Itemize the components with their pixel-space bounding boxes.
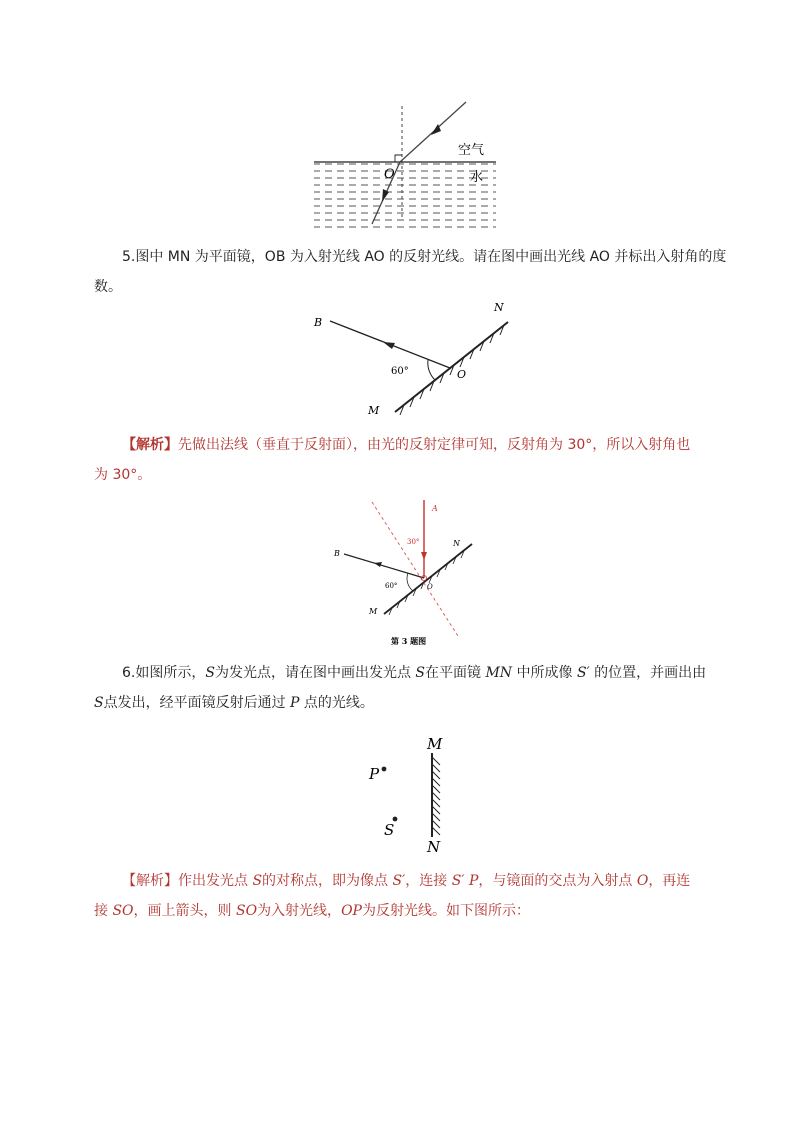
text: 6.如图所示， [122,665,206,681]
analysis-5-line-1 [94,430,704,460]
text: ，再连 [648,873,691,889]
label-water: 水 [470,170,484,185]
symbol-o: O [636,873,649,889]
label-b: B [334,549,340,558]
text: 为反射光线。如下图所示： [361,903,530,919]
question-6-line-2 [94,688,704,718]
mirror-hatching [432,757,440,835]
label-60: 60° [385,582,398,590]
text: ，画上箭头，则 [133,903,236,919]
text: 点的光线。 [299,695,374,711]
water-body [314,162,496,232]
label-30: 30° [407,538,420,546]
symbol-s-prime-p: S′ P [451,873,479,889]
label-n: N [494,301,504,314]
refraction-figure [300,98,510,238]
mirror-mn [384,544,472,614]
analysis-tag: 【解析】 [122,437,178,453]
label-s: S [384,821,395,839]
label-m: M [369,607,378,616]
question-5 [94,242,727,302]
label-a: A [432,504,438,513]
text: 作出发光点 [178,873,253,889]
text: 为入射光线， [257,903,342,919]
text: 中所成像 [512,665,577,681]
question-5-line-2: 数。 [94,279,122,295]
text: 的对称点，即为像点 [262,873,393,889]
symbol-s: S [205,665,215,681]
label-m: M [368,404,380,417]
question-6 [94,658,707,718]
point-p [382,767,387,772]
symbol-s-prime: S′ [576,665,590,681]
label-p: P [369,765,380,783]
figure-caption: 第 3 题图 [391,636,427,646]
label-o: O [427,583,433,591]
symbol-s: S [94,695,104,711]
text: 点发出，经平面镜反射后通过 [103,695,291,711]
symbol-so: SO [112,903,134,919]
symbol-p: P [290,695,300,711]
text: ，与镜面的交点为入射点 [478,873,637,889]
reflected-arrow [383,342,395,349]
analysis-6-line-1 [94,866,704,896]
symbol-mn: MN [485,665,513,681]
reflected-ray-ob [344,554,424,578]
text: 接 [94,903,113,919]
symbol-s: S [252,873,263,889]
label-b: B [314,316,323,329]
label-o: O [384,167,395,182]
analysis-tag: 【解析】 [122,873,178,889]
analysis-5 [94,430,704,490]
question-5-figure [300,298,520,420]
symbol-s-prime: S′ [392,873,406,889]
mirror-mn [395,322,508,412]
label-n: N [453,539,460,548]
question-6-figure [360,733,460,857]
text: 为发光点，请在图中画出发光点 [214,665,416,681]
angle-arc [407,573,413,591]
symbol-s: S [415,665,425,681]
text: 在平面镜 [425,665,486,681]
analysis-5-line-2: 为 30°。 [94,467,152,483]
label-m: M [427,735,443,753]
label-air: 空气 [458,143,485,158]
angle-arc [428,360,435,380]
analysis-6 [94,866,704,926]
symbol-op: OP [341,903,362,919]
analysis-5-text: 先做出法线（垂直于反射面），由光的反射定律可知，反射角为 30°，所以入射角也 [178,437,691,453]
label-angle: 60° [391,366,409,377]
label-n: N [427,838,441,856]
label-o: O [457,368,467,381]
question-5-line-1: 5.图中 MN 为平面镜，OB 为入射光线 AO 的反射光线。请在图中画出光线 AO 并标出入射角的度 [122,249,727,265]
analysis-6-line-2 [94,896,704,926]
text: 的位置，并画出由 [589,665,707,681]
incident-arrow [421,552,427,560]
question-6-line-1 [94,658,707,688]
answer-5-figure [322,494,482,652]
text: ，连接 [405,873,452,889]
symbol-so: SO [235,903,258,919]
